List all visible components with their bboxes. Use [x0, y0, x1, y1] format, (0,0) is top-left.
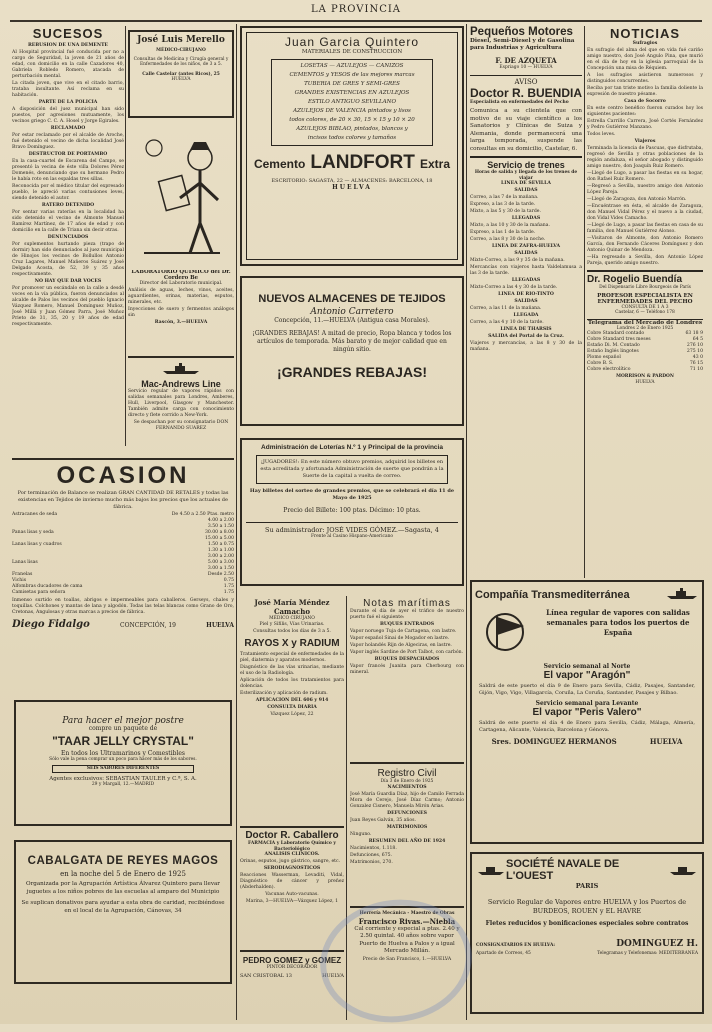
sucesos-paragraph: Por suplementos hurtando pieza (trapo de dormir) han sido denunciados al juez municipal de Hinojos los vecinos de Bollullos Antonio Cruz Lagares, Manuel Mañeros Suárez y José Delgado Acosta, de 52, 39 y 35 años respectivamente. [12, 242, 124, 277]
trenes-heading: LLEGADAS [511, 216, 541, 222]
sucesos-title: SUCESOS [32, 26, 104, 41]
noticias-line: En sufragio del alma del que en vida fué cariño amigo nuestro, don José Angulo Pina, que murió en el día de hoy en la iglesia parroquial de la Concepción una misa de Réquiem. [587, 48, 703, 71]
sucesos-heading: RECLAMADO [50, 126, 86, 131]
sucesos-heading: REBUSION DE UNA DEMENTE [27, 43, 109, 48]
mendez-ad [240, 598, 344, 824]
noticias-list [587, 41, 703, 267]
sucesos-paragraph: A disposición del juez municipal han sido puestos, por agresiones mutuamente, los vecinos griego C. C. A. Hosel y Jorge Egirales. [12, 107, 124, 124]
trenes-title: Servicio de trenes [470, 156, 582, 170]
buendia2-address: Castelar, 6 — Teléfono 178 [615, 310, 675, 316]
transmed-levante-text: Saldrá de este puerto el día 4 de Enero para Sevilla, Cádiz, Málaga, Almería, Cartagena, Alicante, Valencia, Barcelona y Génova. [479, 720, 695, 733]
quintero-item: LOSETAS — AZULEJOS — CANIZOS [300, 63, 404, 69]
mercado-metal: Cobre Standard tres meses [587, 337, 651, 343]
registro-line: Juan Reyes Galván, 35 años. [350, 817, 416, 823]
aviso-title: AVISO [470, 75, 582, 86]
macandrews-title: Mac-Andrews Line [141, 379, 221, 389]
loterias-admin: Su administrador: JOSÉ VIDES GÓMEZ.—Sagasta, 4 [246, 522, 458, 534]
tejidos-ad [240, 276, 464, 426]
noticias-heading: Sufragios [632, 41, 658, 46]
masthead [10, 4, 702, 22]
quintero-item: GRANDES EXISTENCIAS EN AZULEJOS [294, 90, 410, 96]
price-item: Franelas [12, 572, 33, 577]
trenes-line: Expreso, a las 3 de la tarde. [470, 202, 536, 208]
sucesos-paragraph: Por sentar varias raterías en la localidad ha sido detenido el vecino de Almonte Manuel Ramírez Martínez, de 17 años de edad y con domicilio en la calle de Triana sin decir otras. [12, 210, 124, 233]
quintero-list [271, 59, 433, 146]
registro-heading: RESUMEN DEL AÑO DE 1924 [368, 838, 446, 844]
buendia-name: Doctor R. BUENDIA [470, 85, 582, 100]
noticias-title: NOTICIAS [609, 26, 681, 41]
trenes-line: Mixto-Correo a las 4 y 30 de la tarde. [470, 285, 558, 291]
noticias-line: —Encuéntrase en ésta, el alcalde de Zaragoza, don Manuel Vidal Pérez y el nuevo a la ciudad, don Vidal Vides Camacho. [587, 204, 703, 221]
registro-line: Nacimientos, 1.118. [350, 845, 397, 851]
price-value: 1.50 a 0.75 [207, 542, 234, 547]
maritimas-line: Vapor inglés Sardine de Port Talbot, con carbón. [350, 650, 464, 655]
cartoon-illustration [140, 128, 226, 264]
landfort-brand: LANDFORT [310, 152, 415, 173]
noticias-line: A los sufragios asistieron numerosos y distinguidos concurrentes. [587, 73, 703, 84]
transmed-valero: El vapor "Peris Valero" [532, 707, 642, 718]
mercado-metal: Cobre Standard contado [587, 331, 645, 337]
price-item: Vichis [12, 578, 27, 583]
cordero-line: Inyecciones de suero y fermentos análogos sin [128, 307, 234, 319]
sucesos-heading: PARTE DE LA POLICIA [38, 100, 98, 105]
maritimas-title: Notas marítimas [363, 598, 451, 609]
price-item: Lanas lisas y cuadros [12, 542, 62, 547]
merello-city: HUELVA [171, 77, 191, 83]
column-rule [584, 26, 585, 578]
mercado-city: HUELVA [635, 379, 655, 385]
mendez-rayos: RAYOS X y RADIUM [244, 637, 340, 649]
ocasion-address: CONCEPCIÓN, 19 [120, 622, 176, 629]
maritimas-heading: BUQUES ENTRADOS [379, 622, 435, 627]
caballero-name: Doctor R. Caballero [245, 830, 339, 841]
jelly-brand: "TAAR JELLY CRYSTAL" [52, 733, 194, 748]
mendez-line: Piel y Sífilis, Vías Urinarias. [259, 621, 325, 627]
transmed-aragon: El vapor "Aragón" [543, 670, 631, 681]
mercado-price: 275 10 [686, 349, 703, 355]
mendez-address: Vázquez López, 22 [270, 711, 314, 717]
price-value: 1.30 a 1.00 [207, 548, 234, 553]
noticias-heading: Viajeros [634, 139, 656, 144]
mercado-price: 71 10 [689, 367, 703, 373]
sucesos-paragraph: Por estar reclamado por el alcalde de Aroche, fué detenido el vecino de dicha localidad José Bravo Domínguez. [12, 133, 124, 150]
price-value: 4.00 a 2.00 [207, 518, 234, 523]
ocasion-text: Por terminación de Balance se realizan GRAN CANTIDAD DE RETALES y todas las existencias en Tejidos de invierno mucho más bajos los precios que los actuales de fábrica. [17, 490, 229, 510]
navale-telegrams: Telegramas y Telefonemas: MEDITERRANEA [597, 951, 698, 956]
mercado-table [587, 331, 703, 373]
flag-emblem-icon [475, 608, 537, 660]
noticias-line: —Visitaron de Almonte, don Antonio Romero García, don Fernando Cáceres Domínguez y don Antonio Quinar de Mendoza. [587, 236, 703, 253]
sucesos-heading: NO HAY QUE DAR VOCES [34, 279, 102, 284]
gomez-subtitle: PINTOR DECORADOR [266, 965, 318, 970]
mercado-metal: Estaño Di. M. Contado [587, 343, 640, 349]
loterias-notice: ¡JUGADORES!: En este número obtuvo premios, adquirid los billetes en esta acreditada y afortunada Administración de suerte que pondrán a la Suerte de la capital a vuelta de correo. [256, 455, 448, 484]
maritimas-section [350, 598, 464, 758]
mercado-metal: Cobre electrolítico [587, 367, 631, 373]
price-item: Alfombras ducadores de cama [12, 584, 83, 589]
maritimas-line: Vapor noruego Tuja de Cartagena, con lastre. [350, 629, 457, 634]
navale-title: SOCIÉTÉ NAVALE DE L'OUEST [506, 858, 620, 882]
trenes-heading: LLEGADA [513, 313, 539, 319]
mercado-price: 63 18 9 [685, 331, 703, 337]
tejidos-address: Concepción, 11.—HUELVA (Antigua casa Morales). [274, 317, 430, 324]
mendez-subtitle: MÉDICO CIRUJANO [269, 616, 315, 621]
ocasion-city: HUELVA [206, 622, 234, 629]
steamship-icon [668, 861, 698, 880]
landfort-extra: Extra [419, 157, 451, 171]
price-value: 0.75 [223, 578, 234, 583]
macandrews-agent: Se despachan por su consignatario DON FERNANDO SUAREZ [133, 420, 229, 431]
price-value: 15.00 a 5.00 [204, 536, 234, 541]
trenes-heading: LINEA DE THARSIS [500, 327, 552, 333]
registro-line: José María Guardia Díaz, hijo de Camilo Ferrada Mora de Cerejo, José Díaz Carmo; Antonio Gonzalez Cisnero, Manuela Mirón Arias. [350, 791, 464, 809]
trenes-heading: SALIDAS [514, 251, 538, 257]
price-item: Astracanes de seda [12, 512, 58, 517]
trenes-heading: SALIDA del Portal de la Cruz. [488, 334, 564, 340]
price-item: Lanas lisas [12, 560, 38, 565]
navale-consignees: CONSIGNATARIOS EN HUELVA: [476, 943, 556, 948]
maritimas-line: Vapor holandés Rijn de Algeciras, en lastre. [350, 643, 452, 648]
gomez-address: SAN CRISTOBAL 13 [240, 972, 292, 979]
trenes-heading: LINEA DE SEVILLA [501, 181, 551, 187]
masthead-title: LA PROVINCIA [310, 4, 402, 15]
registro-title: Registro Civil [377, 768, 437, 779]
merello-hours: Consultas de Medicina y Cirugía general y Enfermedades de los niños, de 3 a 5. [133, 56, 229, 68]
transmed-title: Compañía Transmediterránea [475, 588, 630, 601]
price-value: 3.50 a 1.50 [207, 524, 234, 529]
registro-section [350, 762, 464, 904]
motores-address: Espriago 10 — HUELVA [499, 65, 553, 70]
noticias-line: —Llegó de Zaragoza, don Antonio Marrón. [587, 197, 687, 202]
mendez-line: Tratamiento especial de enfermedades de la piel, diatermia y aparatos modernos. [240, 651, 344, 663]
quintero-ad [240, 26, 464, 266]
sucesos-heading: RATERO DETENIDO [41, 203, 95, 208]
tejidos-text: ¡GRANDES REBAJAS! A mitad de precio, Ropa blanca y todos los artículos de temporada. Más barato y de mejor calidad que en ningún sitio. [252, 330, 452, 353]
maritimas-heading: BUQUES DESPACHADOS [374, 657, 440, 662]
noticias-line: Todos leves. [587, 132, 616, 137]
tejidos-title: NUEVOS ALMACENES DE TEJIDOS [258, 293, 446, 305]
registro-heading: NACIMIENTOS [387, 784, 427, 790]
ocasion-footer: Inmenso surtido en toallas, abrigos e impermeables para caballeros. Gerseys, chales y toquillas. Colchones y mantas de lana y algodón. Todas las telas blancas como Grano de Oro, Cretonas, Angulosas y otras marcas a precios de fábrica. [12, 598, 234, 615]
loterias-ad [240, 438, 464, 586]
loterias-title: Administración de Loterías N.º 1 y Principal de la provincia [261, 444, 443, 451]
landfort-label: Cemento [253, 157, 306, 171]
navale-agent: DOMINGUEZ H. [616, 939, 698, 949]
tejidos-owner: Antonio Carretero [310, 307, 394, 317]
sucesos-heading: DESTRUCTOR DE PORTAMBO [28, 152, 108, 157]
gomez-city: HUELVA [322, 972, 344, 979]
trenes-line: Mixto, a las 5 y 30 de la tarde. [470, 209, 541, 215]
price-item: Camisetas para señora [12, 590, 66, 595]
registro-heading: DEFUNCIONES [387, 810, 427, 816]
noticias-heading: Casa de Socorro [624, 99, 666, 104]
loterias-price: Precio del Billete: 100 ptas. Décimo: 10 ptas. [283, 507, 421, 514]
buendia-subtitle: Especialista en enfermedades del Pecho [470, 99, 569, 105]
navale-postbox: Apartado de Correos, 45 [476, 951, 531, 956]
column-rule [466, 24, 467, 1020]
transmed-norte-title: Servicio semanal al Norte [543, 663, 631, 670]
buendia2-name: Dr. Rogelio Buendía [587, 270, 703, 285]
mercado-price: 76 15 [689, 361, 703, 367]
buendia2-profession: PROFESOR ESPECIALISTA EN ENFERMEDADES DEL PECHO [597, 292, 693, 305]
trenes-subtitle: Horas de salida y llegada de los trenes de viajar [474, 170, 578, 181]
loterias-location: Frente al Casino Hispano-Americano [310, 534, 394, 539]
quintero-city: HUELVA [332, 184, 372, 191]
cabalgata-title: CABALGATA DE REYES MAGOS [27, 855, 219, 867]
noticias-line: —Regresó a Sevilla, nuestro amigo don Antonio López Pareja. [587, 184, 703, 195]
trenes-line: Viajeros y mercancías, a las 8 y 30 de la mañana. [470, 341, 582, 353]
gomez-name: PEDRO GOMEZ y GOMEZ [242, 956, 342, 965]
sucesos-heading: DENUNCIADOS [47, 235, 89, 240]
trenes-heading: LLEGADAS [511, 278, 541, 284]
trenes-line: Correo, a las 7 de la mañana. [470, 195, 539, 201]
price-item: Panas lisas y seda [12, 530, 54, 535]
column-rule [125, 26, 126, 446]
cabalgata-donations: Se suplican donativos para ayudar a esta obra de caridad, recibiéndose en el local de la Agrupación, Cánovas, 34 [21, 900, 225, 914]
cabalgata-date: en la noche del 5 de Enero de 1925 [60, 870, 186, 878]
sucesos-section [12, 26, 124, 446]
caballero-line: Orinas, esputos, jugo gástrico, sangre, etc. [240, 859, 341, 865]
ocasion-ad [12, 458, 234, 686]
price-value: Desde 2.50 [207, 572, 234, 577]
merello-title: MÉDICO-CIRUJANO [156, 48, 206, 53]
registro-line: Defunciones, 675. [350, 852, 393, 858]
trenes-line: Mercancías con viajeros hasta Valdelamusa a las 3 de la tarde. [470, 265, 582, 277]
quintero-item: todos colores, de 20 × 30, 15 × 15 y 10 × 20 [289, 117, 415, 123]
noticias-line: —Llegó de Lugo, a pasar las fiestas en casa de su familia, don Manuel Gutiérrez Alonso. [587, 223, 703, 234]
sucesos-paragraph: Por promover un escándalo en la calle a desdé voces en la vía pública, fueron denunciados al alcalde de Palos los vecinos del pueblo Ignacio Vázquez Romero, Manuel Domínguez Muñoz, José Millá y Juan Gómez Parra, José Muñoz Prieto de 31, 35, 20 y 19 años de edad respectivamente. [12, 286, 124, 327]
trenes-heading: SALIDAS [514, 188, 538, 194]
sucesos-paragraph: En la casa-cuartel de Escarena del Campo, se presentó la vecina de éste villa Dolores Pérez Domenés, denunciando que su hermano Pedro le había roto en las espaldas tres sillas. [12, 159, 124, 182]
caballero-line: Vacunas Auto-vacunas. [265, 892, 319, 898]
price-value: De 4.50 a 2.50 Ptas. metro [171, 512, 234, 517]
quintero-address: ESCRITORIO: SAGASTA, 22 — ALMACENES: BARCELONA, 18 [271, 178, 433, 184]
trenes-line: Expreso, a las 1 de la tarde. [470, 230, 536, 236]
merello-address: Calle Castelar (antes Ricos), 25 [142, 71, 220, 77]
jelly-note: Sólo vale la pena comprar un poco para hacer más de los sabores. [49, 756, 197, 762]
caballero-subtitle: FARMACIA y Laboratorio Químico y Bacteriológico [248, 841, 336, 852]
mercado-price: 276 10 [686, 343, 703, 349]
buendia-text: Comunica a su clientela que con motivo de su viaje científico a los Sanatorios y Clínicas de Suiza y Alemania, donde permanecerá una larga temporada, suspende las consultas en su domicilio, Castelar, 6. [470, 108, 582, 152]
tejidos-sale: ¡GRANDES REBAJAS! [276, 364, 428, 380]
mercado-firm: MORRISON & PARDON [616, 374, 674, 380]
noticias-line: —Llegó de Lugo, a pasar las fiestas en su hogar, don Rafael Ruiz Romero. [587, 171, 703, 182]
col3-left [470, 26, 582, 578]
noticias-line: Estrella Carrillo Carrera, José Cortés Fernández y Pedro Gutiérrez Manzano. [587, 119, 703, 130]
navale-text: Servicio Regular de Vapores entre HUELVA y los Puertos de BURDEOS, ROUEN y EL HAVRE [487, 898, 687, 915]
column-rule [236, 24, 237, 1020]
merello-ad [128, 30, 234, 118]
macandrews-text: Servicio regular de vapores rápidos con salidas semanales para Londres, Amberes, Hull, Liverpool, Glasgow y Manchester. También admite carga con conocimiento directo y flete corrido a New-York. [128, 389, 234, 418]
mercado-row [587, 367, 703, 373]
jelly-headline: Para hacer el mejor postre [62, 716, 184, 726]
ocasion-price-list [12, 512, 234, 596]
transmed-text: Línea regular de vapores con salidas semanales para todos los puertos de España [546, 608, 690, 637]
transmed-agents: Sres. DOMINGUEZ HERMANOS [491, 737, 617, 746]
navale-ad [470, 852, 704, 1014]
mendez-line: Consultas todos los días de 3 a 5. [253, 628, 331, 634]
mercado-price: 43 0 [692, 355, 703, 361]
quintero-name: Juan Garcia Quintero [284, 35, 420, 49]
trenes-line: Correo, a las 11 de la mañana. [470, 306, 542, 312]
macandrews-ad [128, 356, 234, 446]
merello-name: José Luis Merello [137, 35, 225, 45]
quintero-item: ESTILO ANTIGUO SEVILLANO [308, 99, 396, 105]
mercado-metal: Cobre B. S. [587, 361, 614, 367]
registro-line: Ninguno. [350, 831, 372, 837]
mercado-date: Londres 2 de Enero 1925 [616, 325, 674, 331]
sucesos-paragraph: Al Hospital provincial fué conducida por no a cargo de Seguridad, la joven de 21 años de edad, con domicilio en la calle Cazadores 40, Gabriela Robledo Romero, atacada de perturbación mental. [12, 50, 124, 79]
motores-text: Diesel, Semi-Diesel y de Gasolina para Industrias y Agricultura [470, 38, 575, 51]
loterias-draw: Hay billetes del sorteo de grandes premios, que se celebrará el día 11 de Mayo de 1925 [249, 488, 455, 501]
cordero-line: Director del Laboratorio municipal. [139, 281, 223, 287]
col3-right [587, 26, 703, 578]
herreria-name: Francisco Rivas.—Niebla [358, 916, 456, 926]
price-row [12, 590, 234, 596]
transmed-ad [470, 580, 704, 844]
quintero-item: TUBERIA DE GRES Y SEMI-GRES [304, 81, 400, 87]
noticias-line: En este centro benéfico fueron curados hoy los siguientes pacientes: [587, 106, 703, 117]
navale-text2: Fletes reducidos y bonificaciones especiales sobre contratos [485, 920, 689, 927]
sucesos-paragraph: La citada joven, que vive en el citado barrio, trataba insultante. Así reclama en su habitación. [12, 81, 124, 98]
steamship-icon [128, 360, 234, 379]
quintero-item: CEMENTOS y YESOS de las mejores marcas [289, 72, 415, 78]
mendez-name: José María Méndez Camacho [254, 598, 330, 616]
herreria-text: Cal corriente y especial a ptas. 2.40 y 2.50 quintal. 40 años sobre vapor Puerto de Huelva a Palos y a igual Mercado Millán. [354, 925, 460, 955]
trenes-heading: LINEA DE ZAFRA-HUELVA [491, 244, 561, 250]
maritimas-line: Vapor español Sinai de Mogador en lastre. [350, 636, 450, 641]
mendez-line: Diagnóstico de las vías urinarias, mediante el uso de la Radiología. [240, 664, 344, 676]
cabalgata-ad [14, 840, 232, 984]
price-value: 3.00 a 1.50 [207, 566, 234, 571]
mercado-metal: Estaño Inglés lingotes [587, 349, 639, 355]
jelly-agents: Agentes exclusivos: SEBASTIAN TAULER y C.ª, S. A. [49, 775, 197, 782]
motores-name: F. DE AZQUETA [495, 56, 557, 65]
caballero-address: Marina, 3—HUELVA—Vázquez López, 1 [245, 899, 339, 905]
herreria-address: Precio de San Francisco, 1.—HUELVA [362, 956, 452, 962]
motores-title: Pequeños Motores [470, 26, 573, 38]
quintero-item: AZULEJOS DE VALENCIA pintados y lisos [293, 108, 411, 114]
cordero-title: LABORATORIO QUÍMICO del Dr. Cordero Be [131, 270, 231, 281]
price-value: 5.00 a 3.00 [207, 560, 234, 565]
noticias-line: —Ha regresado a Sevilla, don Antonio López Pareja, querido amigo nuestro. [587, 255, 703, 266]
trenes-line: Mixto-Correo, a las 9 y 35 de la mañana. [470, 258, 565, 264]
registro-date: Día 3 de Enero de 1925 [380, 779, 434, 784]
transmed-city: HUELVA [649, 737, 683, 746]
cordero-line: Análisis de aguas, leches, vinos, aceites, aguardientes, orinas, materias, esputos, minerales, etc. [128, 288, 234, 306]
steamship-icon [476, 861, 506, 880]
trenes-list [470, 181, 582, 353]
trenes-heading: SALIDAS [514, 299, 538, 305]
quintero-subtitle: MATERIALES DE CONSTRUCCION [301, 49, 403, 55]
buendia2-hours: CONSULTA DE 1 A 3 [621, 304, 669, 310]
transmed-levante-title: Servicio semanal para Levante [535, 700, 639, 707]
sucesos-paragraph: Reconocida por el médico titular del expresado pueblo, le apreció varias contusiones leves, siendo detenido el autor. [12, 184, 124, 201]
registro-heading: MATRIMONIOS [386, 824, 428, 830]
mendez-line: CONSULTA DIARIA [267, 704, 317, 710]
mendez-line: APLICACION DEL 606 y 914 [255, 697, 329, 703]
price-value: 30.00 a 8.00 [204, 530, 234, 535]
transmed-norte-text: Saldrá de este puerto el día 9 de Enero para Sevilla, Cádiz, Pasajes, Santander, Gijón, Vigo, Vigo, Villagarcía, Coruña, La Coruña, Santander, Pasajes y Bilbao. [479, 683, 695, 696]
maritimas-line: Vapor francés Juanita para Cherbourg con mineral. [350, 664, 464, 675]
noticias-line: Reciba por tan triste motivo la familia doliente la expresión de nuestro pésame. [587, 86, 703, 97]
trenes-heading: LINEA DE RIO-TINTO [498, 292, 554, 298]
mendez-line: Aplicación de todos los tratamientos para dolencias. [240, 677, 344, 689]
mercado-metal: Plomo español [587, 355, 621, 361]
mercado-title: Telegrama del Mercado de Londres [587, 319, 703, 326]
buendia2-subtitle: Del Dispensario Libre Bourgeois de París [599, 285, 691, 290]
price-value: 1.75 [223, 590, 234, 595]
trenes-line: Correo, a las 4 y 10 de la tarde. [470, 320, 544, 326]
cabalgata-organizer: Organizada por la Agrupación Artística Álvarez Quintero para llevar juguetes a los niños pobres de las escuelas al amparo del Municipio [26, 881, 220, 895]
caballero-line: Reacciones Wasserman, Levaditi, Vidal, Diagnóstico de cáncer y preñez (Abderhalden). [240, 873, 344, 891]
mercado-price: 64 5 [692, 337, 703, 343]
cordero-ad [128, 270, 234, 354]
caballero-line: ANALISIS CLINICOS. [264, 852, 320, 858]
noticias-line: Terminada la licencia de Pascuas, que disfrutaba, regresó de Sevilla y otras poblaciones de la región andaluza, el señor abogado y distinguido amigo nuestro, don Joaquín Ruiz Romero. [587, 146, 703, 169]
jelly-subline: compre un paquete de [88, 725, 158, 732]
herreria-title: Herrería Mecánica - Maestro de Obras [359, 911, 455, 916]
navale-city: PARIS [575, 882, 599, 890]
cordero-address: Rascón, 3.—HUELVA [154, 320, 208, 326]
trenes-line: Correo, a las 8 y 30 de la noche. [470, 237, 546, 243]
ocasion-signature: Diego Fidalgo [12, 619, 90, 630]
caballero-line: SERODIAGNOSTICOS [263, 866, 321, 872]
jelly-stores: En todos los Ultramarinos y Comestibles [60, 749, 186, 757]
quintero-item: incisos todos colores y tamaños [307, 135, 397, 141]
caballero-ad [240, 826, 344, 948]
maritimas-line: Durante el día de ayer el tráfico de nuestro puerto fué el siguiente: [350, 609, 464, 620]
jelly-address: 29 y Margall, 12.—MADRID [91, 781, 155, 787]
steamship-icon [665, 585, 699, 604]
registro-line: Matrimonios, 270. [350, 859, 393, 865]
ocasion-title: OCASION [56, 462, 190, 489]
mendez-line: Esterilización y aplicación de radium. [240, 690, 328, 696]
landfort-line [249, 152, 455, 174]
price-value: 3.00 a 2.00 [207, 554, 234, 559]
jelly-ad [14, 700, 232, 826]
quintero-item: AZULEJOS BIBLAO, pintados, blancos y [296, 126, 408, 132]
price-value: 1.75 [223, 584, 234, 589]
trenes-line: Mixto, a las 10 y 30 de la mañana. [470, 223, 550, 229]
jelly-flavors: SEIS SABORES DIFERENTES [52, 765, 194, 773]
